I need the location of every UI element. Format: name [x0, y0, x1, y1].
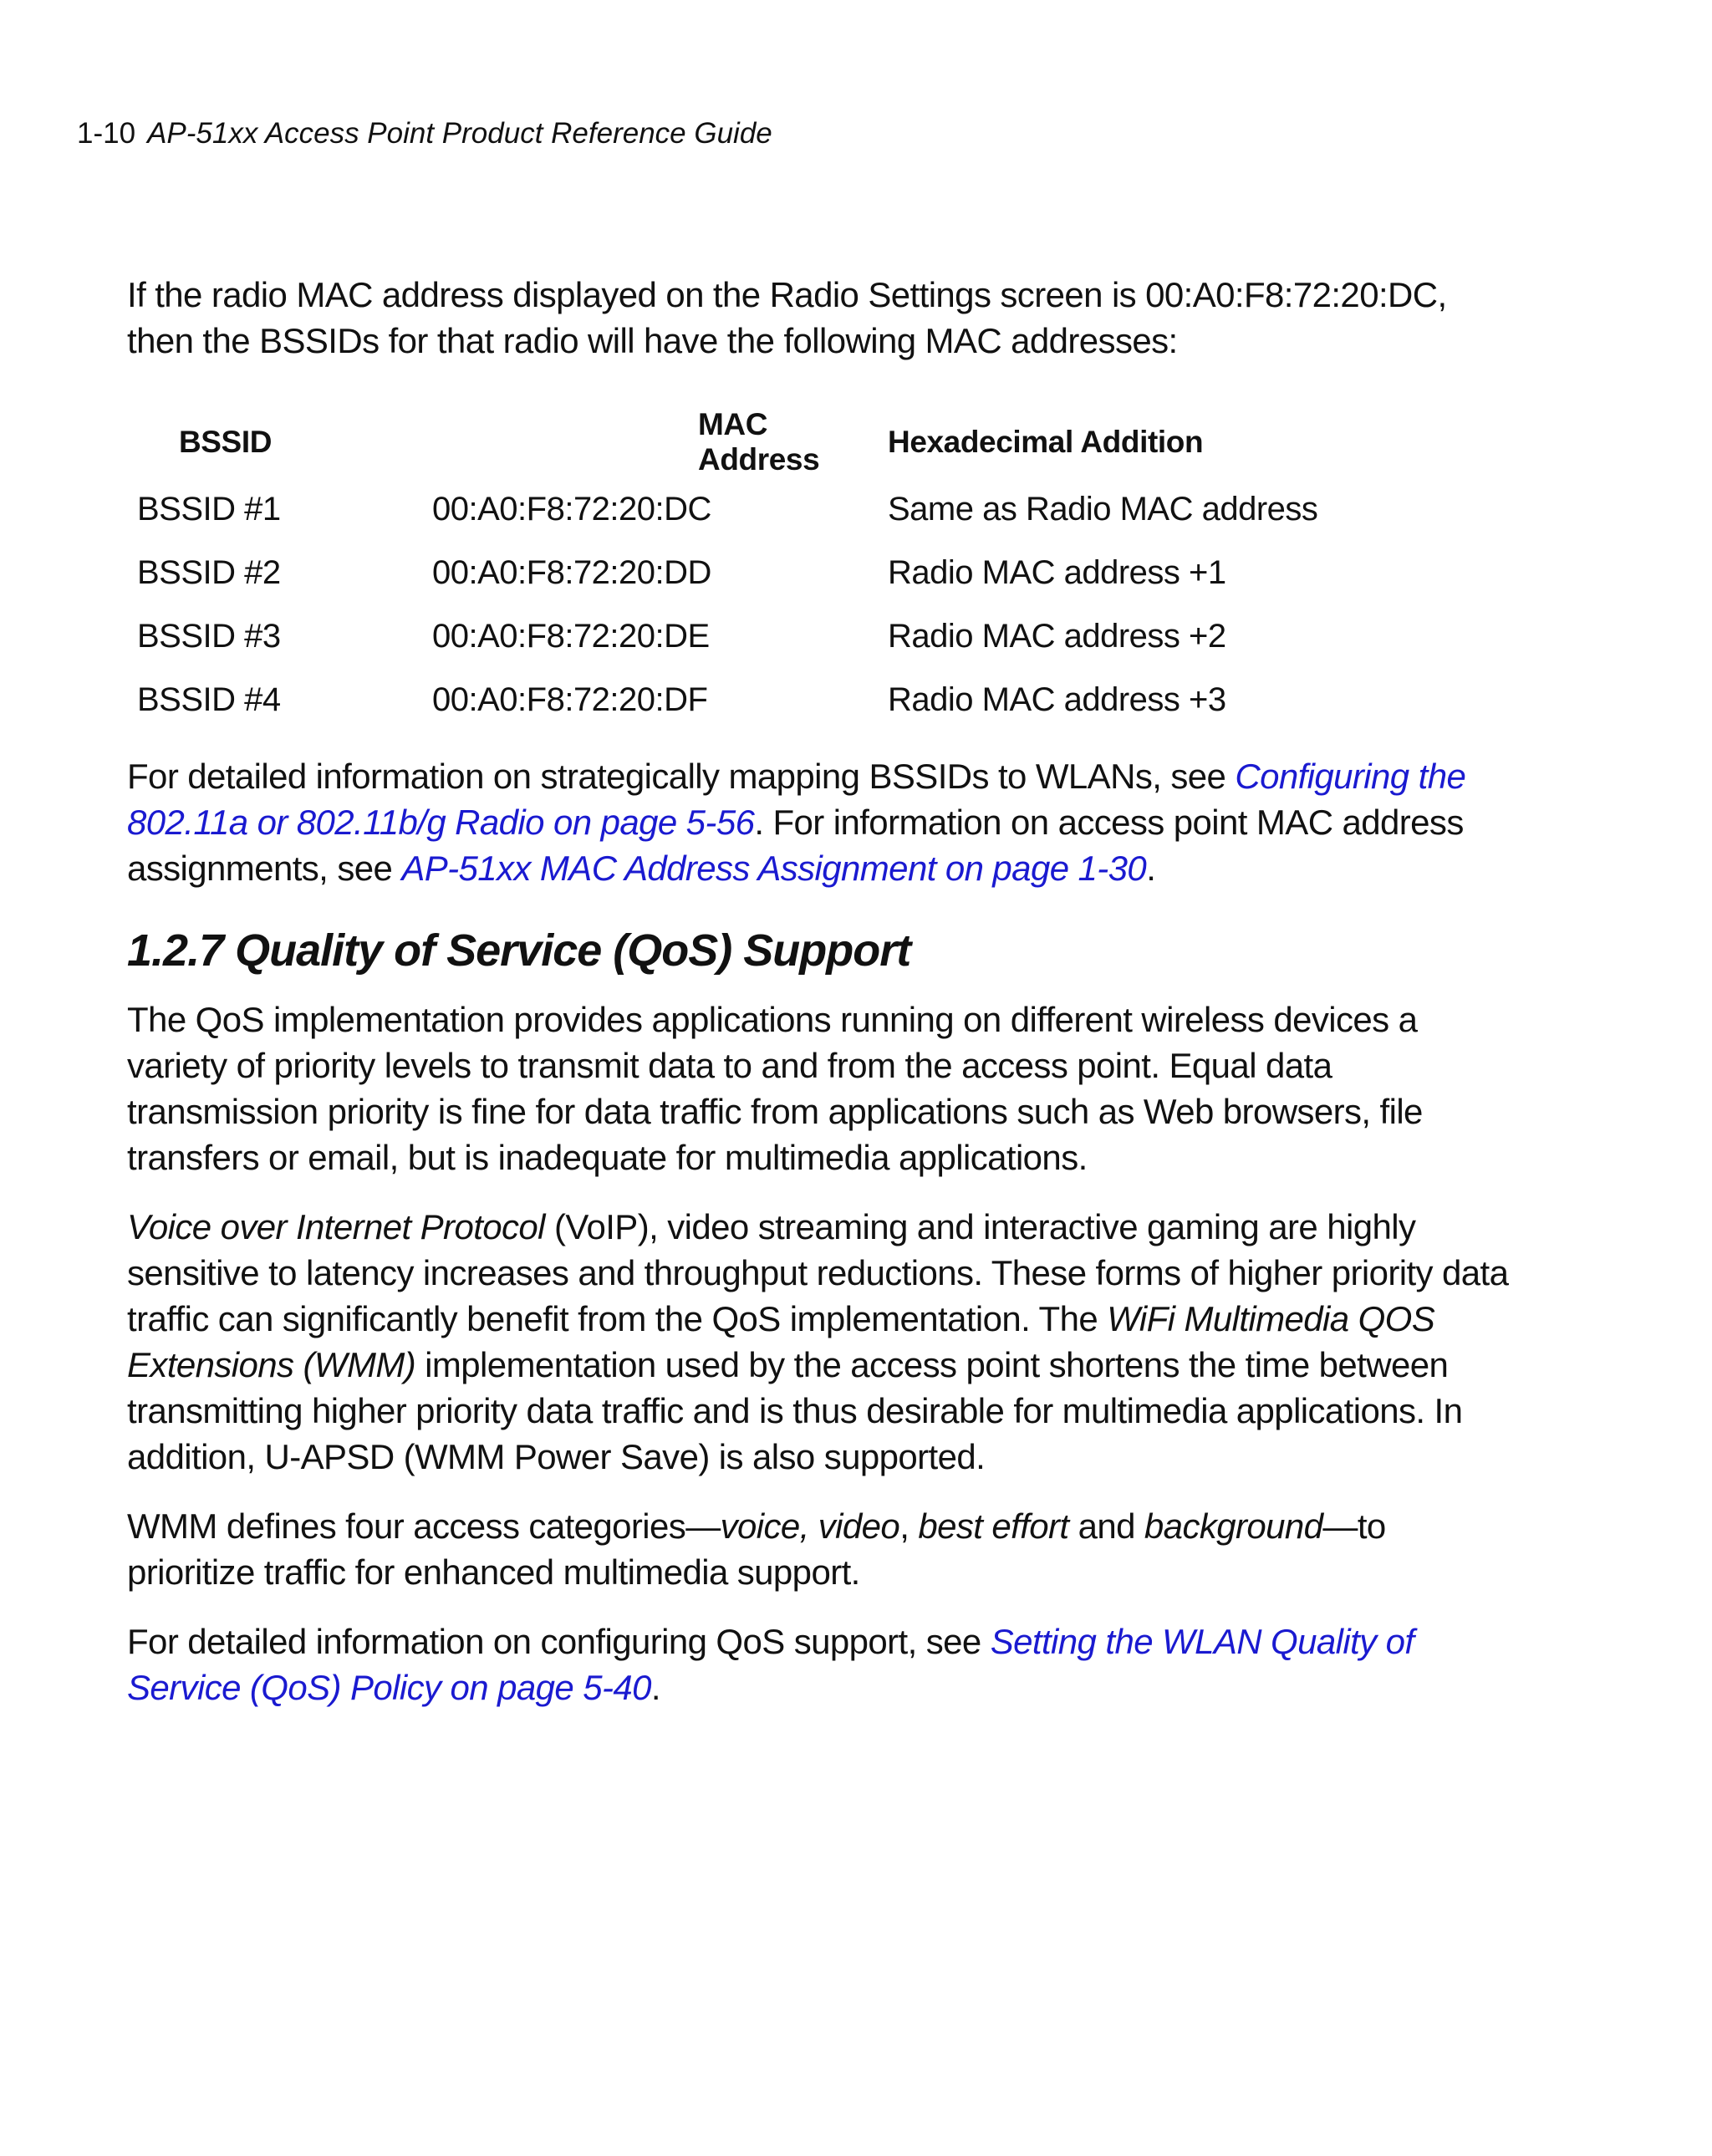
qos-paragraph-3: [127, 1503, 1519, 1595]
column-header-hex-addition: Hexadecimal Addition: [888, 425, 1204, 459]
bssid-table: [127, 407, 1519, 731]
hex-addition-cell: Radio MAC address +2: [888, 617, 1226, 655]
bssid-cell: BSSID #1: [137, 490, 281, 528]
table-header-row: [127, 407, 1519, 477]
section-heading: 1.2.7 Quality of Service (QoS) Support: [127, 925, 911, 976]
qos-p3-text-2: ,: [899, 1506, 919, 1546]
table-row: [127, 541, 1519, 604]
intro-paragraph: If the radio MAC address displayed on the Radio Settings screen is 00:A0:F8:72:20:DC, then the BSSIDs for that radio will have the following MAC addresses:: [127, 275, 1447, 360]
category-best-effort: best effort: [918, 1506, 1069, 1546]
mac-address-cell: 00:A0:F8:72:20:DE: [432, 617, 710, 655]
table-row: [127, 477, 1519, 541]
qos-policy-link[interactable]: Setting the WLAN Quality of Service (QoS) Policy on page 5-40: [127, 1622, 1414, 1707]
mapping-text-2: . For information on access point MAC address assignments, see: [127, 803, 1464, 888]
hex-addition-cell: Radio MAC address +1: [888, 553, 1226, 591]
page-content: [127, 272, 1519, 1734]
mapping-text-3: .: [1146, 849, 1156, 888]
qos-paragraph-2: [127, 1204, 1519, 1480]
qos-paragraph-4: [127, 1618, 1519, 1710]
qos-paragraph-1: The QoS implementation provides applications running on different wireless devices a variety of priority levels to transmit data to and from the access point. Equal data transmission priority is fine for data traffic from applications such as Web browsers, file transfers or email, but is inadequate for multimedia applications.: [127, 1000, 1423, 1177]
qos-p4-text-1: For detailed information on configuring QoS support, see: [127, 1622, 991, 1661]
hex-addition-cell: Radio MAC address +3: [888, 680, 1226, 718]
qos-p3-text-3: and: [1068, 1506, 1144, 1546]
hex-addition-cell: Same as Radio MAC address: [888, 490, 1318, 528]
mac-address-cell: 00:A0:F8:72:20:DC: [432, 490, 711, 528]
column-header-bssid: BSSID: [178, 425, 273, 459]
bssid-cell: BSSID #4: [137, 680, 281, 718]
qos-p2-text-2: implementation used by the access point shortens the time between transmitting higher priority data traffic and is thus desirable for multimedia applications. In addition, U-APSD (WMM Power Save) is also supported.: [127, 1345, 1463, 1476]
bssid-table-wrapper: [127, 407, 1519, 731]
mapping-text-1: For detailed information on strategically mapping BSSIDs to WLANs, see: [127, 757, 1236, 796]
bssid-cell: BSSID #3: [137, 617, 281, 655]
column-header-mac-address: MAC Address: [698, 407, 820, 477]
page-header: [77, 117, 772, 150]
mac-address-cell: 00:A0:F8:72:20:DD: [432, 553, 711, 591]
qos-p3-text-4: —to prioritize traffic for enhanced multimedia support.: [127, 1506, 1386, 1592]
mac-address-cell: 00:A0:F8:72:20:DF: [432, 680, 708, 718]
wmm-term: WiFi Multimedia QOS Extensions (WMM): [127, 1299, 1435, 1384]
radio-config-link[interactable]: Configuring the 802.11a or 802.11b/g Radio on page 5-56: [127, 757, 1466, 842]
qos-p2-text-1: (VoIP), video streaming and interactive gaming are highly sensitive to latency increases and throughput reductions. These forms of higher priority data traffic can significantly benefit from the QoS implementation. The: [127, 1207, 1509, 1338]
page-number: 1-10: [77, 117, 136, 150]
bssid-cell: BSSID #2: [137, 553, 281, 591]
table-row: [127, 604, 1519, 668]
voip-term: Voice over Internet Protocol: [127, 1207, 545, 1246]
mapping-paragraph: [127, 753, 1519, 891]
table-row: [127, 668, 1519, 731]
category-background: background: [1144, 1506, 1323, 1546]
category-voice-video: voice, video: [720, 1506, 900, 1546]
qos-p3-text-1: WMM defines four access categories—: [127, 1506, 721, 1546]
qos-p4-text-2: .: [650, 1668, 660, 1707]
guide-title: AP-51xx Access Point Product Reference Guide: [147, 117, 772, 150]
mac-assignment-link[interactable]: AP-51xx MAC Address Assignment on page 1-30: [401, 849, 1147, 888]
